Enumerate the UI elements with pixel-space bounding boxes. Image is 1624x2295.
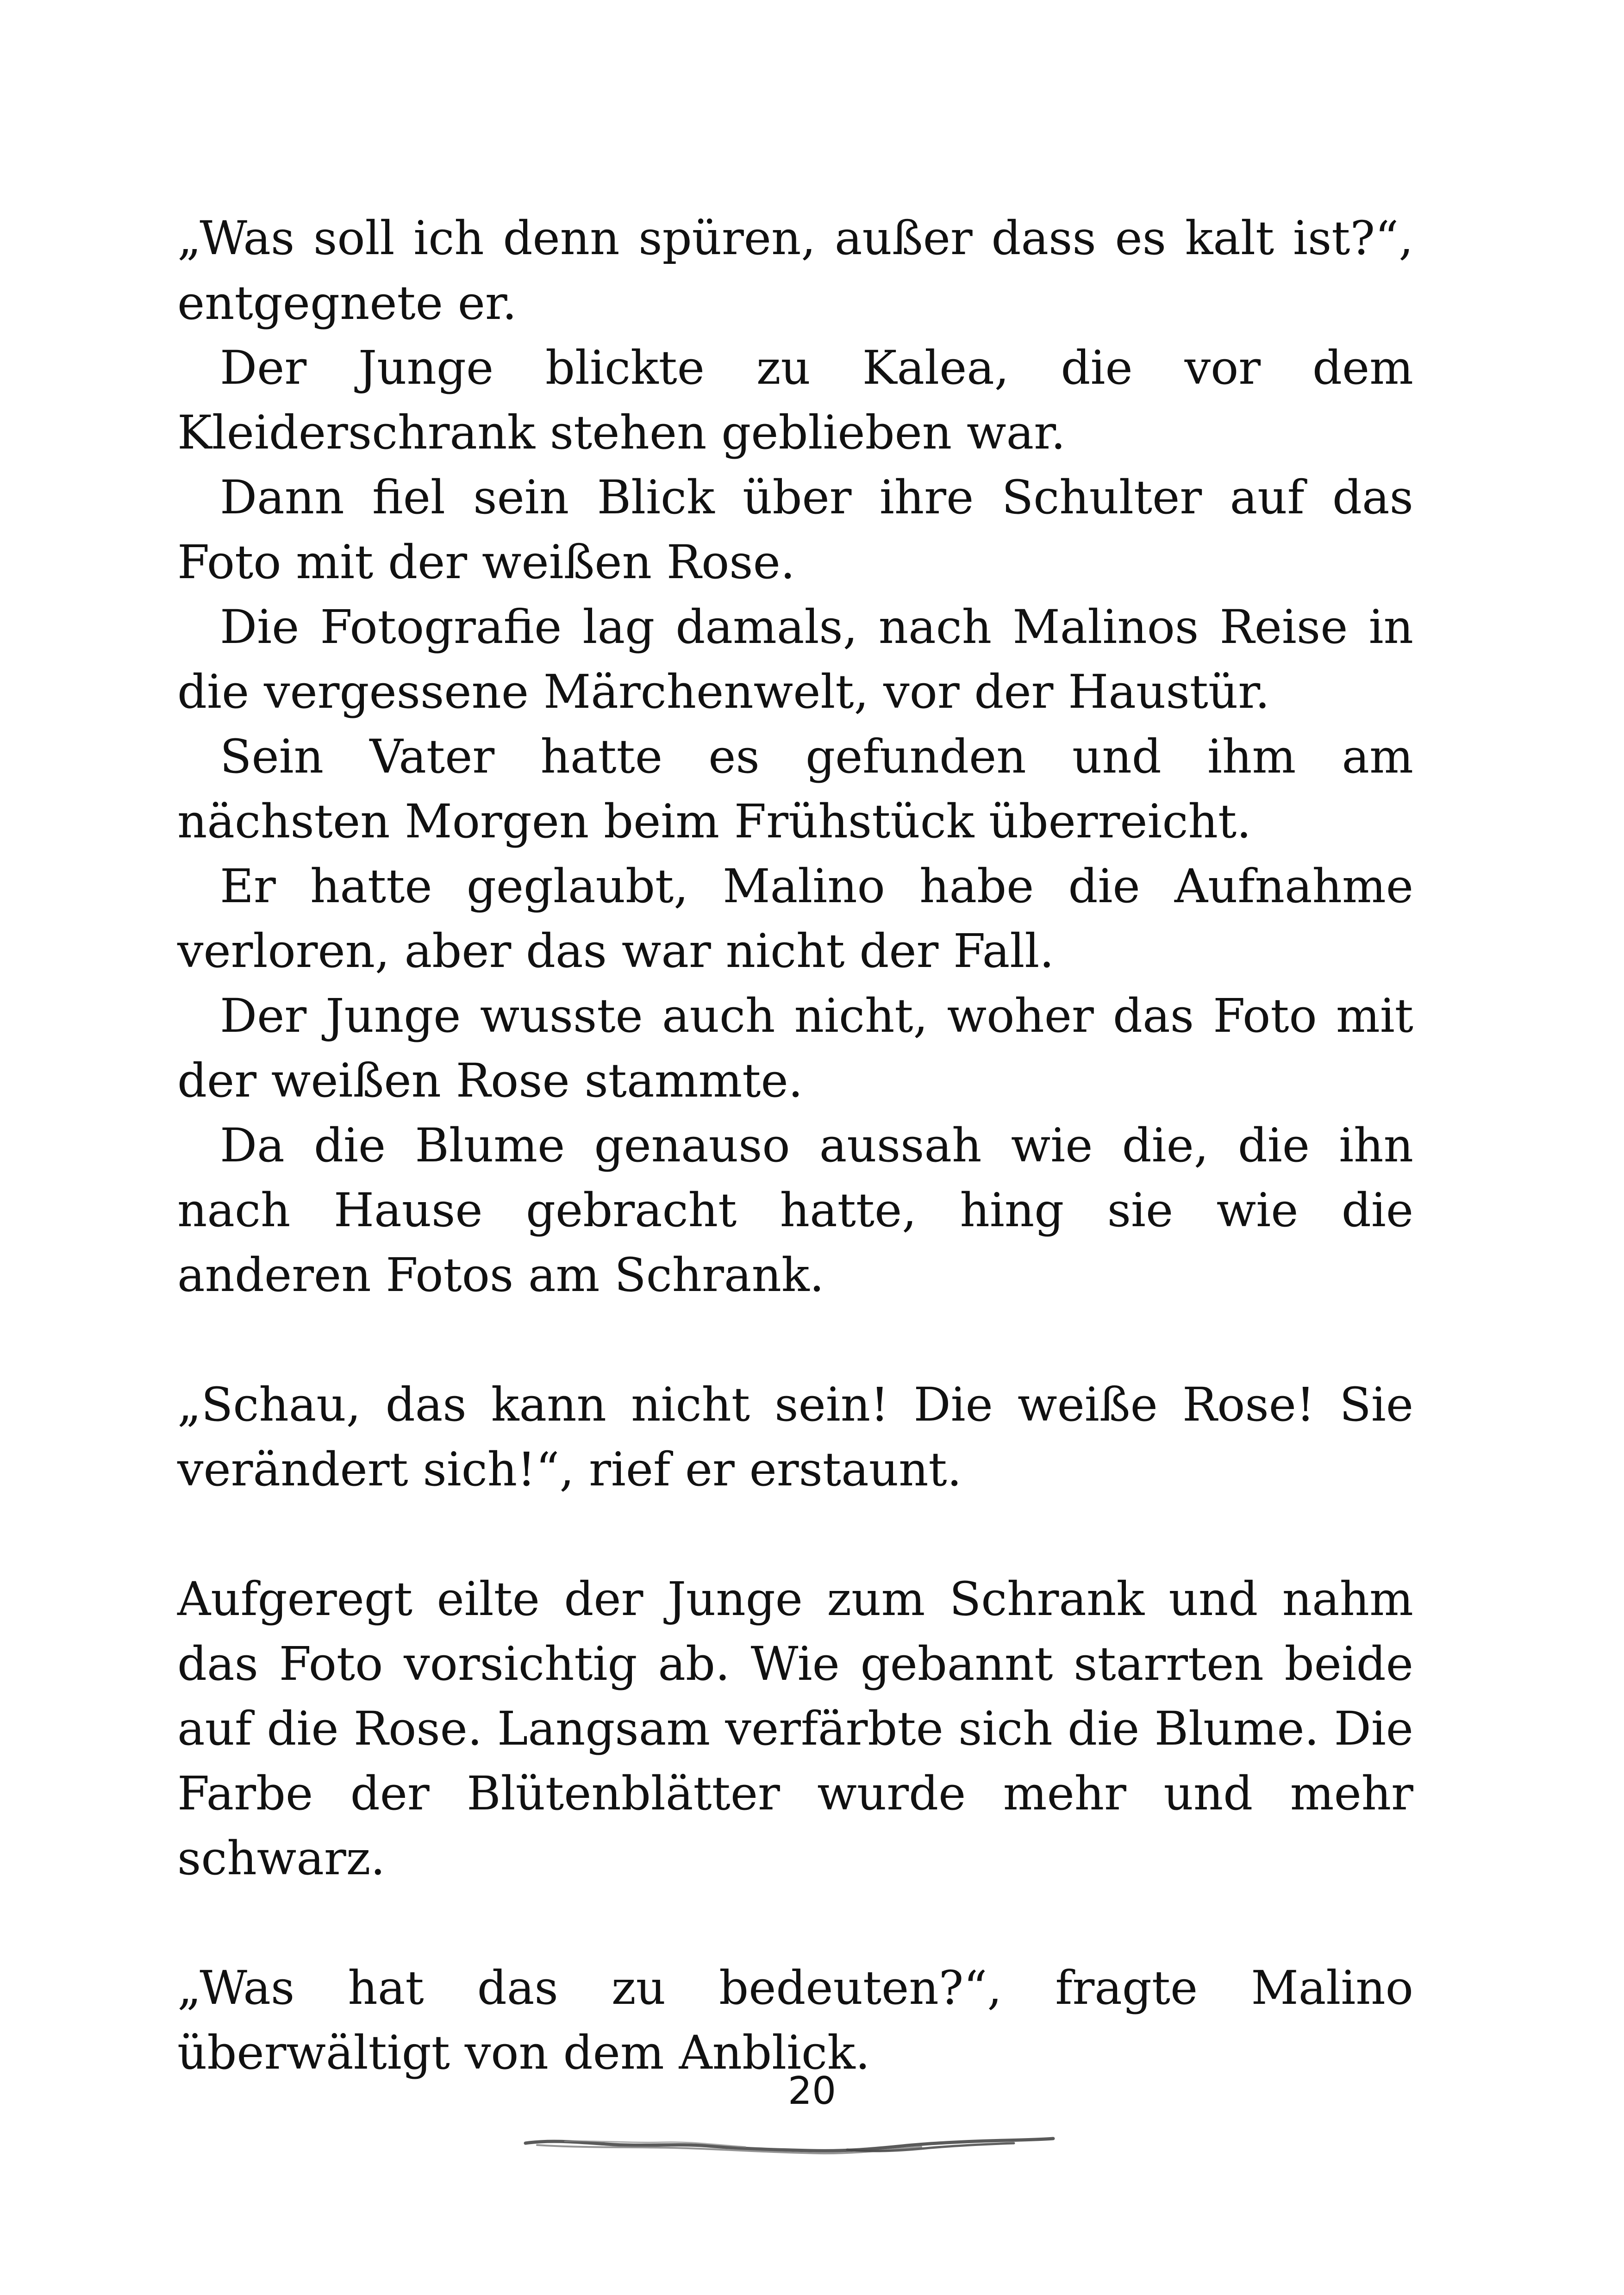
paragraph-3: Dann fiel sein Blick über ihre Schulter auf das Foto mit der weißen Rose. <box>177 470 1413 589</box>
paragraph-6: Er hatte geglaubt, Malino habe die Aufnahme verloren, aber das war nicht der Fall. <box>177 859 1413 978</box>
paragraph-4: Die Fotografie lag damals, nach Malinos Reise in die vergessene Märchenwelt, vor der Haustür. <box>177 600 1413 719</box>
paragraph-8: Da die Blume genauso aussah wie die, die ihn nach Hause gebracht hatte, hing sie wie die anderen Fotos am Schrank. <box>177 1118 1413 1302</box>
paragraph-2: Der Junge blickte zu Kalea, die vor dem Kleiderschrank stehen geblieben war. <box>177 341 1413 460</box>
paragraph-9: „Schau, das kann nicht sein! Die weiße Rose! Sie verändert sich!“, rief er erstaunt. <box>177 1378 1413 1497</box>
body-text <box>177 206 1413 2085</box>
brush-stroke-ornament <box>523 2120 1056 2166</box>
page-number: 20 <box>787 2069 837 2113</box>
paragraph-5: Sein Vater hatte es gefunden und ihm am nächsten Morgen beim Frühstück überreicht. <box>177 730 1413 848</box>
paragraph-11: „Was hat das zu bedeuten?“, fragte Malino überwältigt von dem Anblick. <box>177 1961 1413 2080</box>
paragraph-1: „Was soll ich denn spüren, außer dass es kalt ist?“, entgegnete er. <box>177 211 1413 330</box>
paragraph-10: Aufgeregt eilte der Junge zum Schrank und nahm das Foto vorsichtig ab. Wie gebannt starrten beide auf die Rose. Langsam verfärbte sich die Blume. Die Farbe der Blütenblätter wurde mehr und mehr schwarz. <box>177 1572 1413 1885</box>
paragraph-7: Der Junge wusste auch nicht, woher das Foto mit der weißen Rose stammte. <box>177 989 1413 1108</box>
